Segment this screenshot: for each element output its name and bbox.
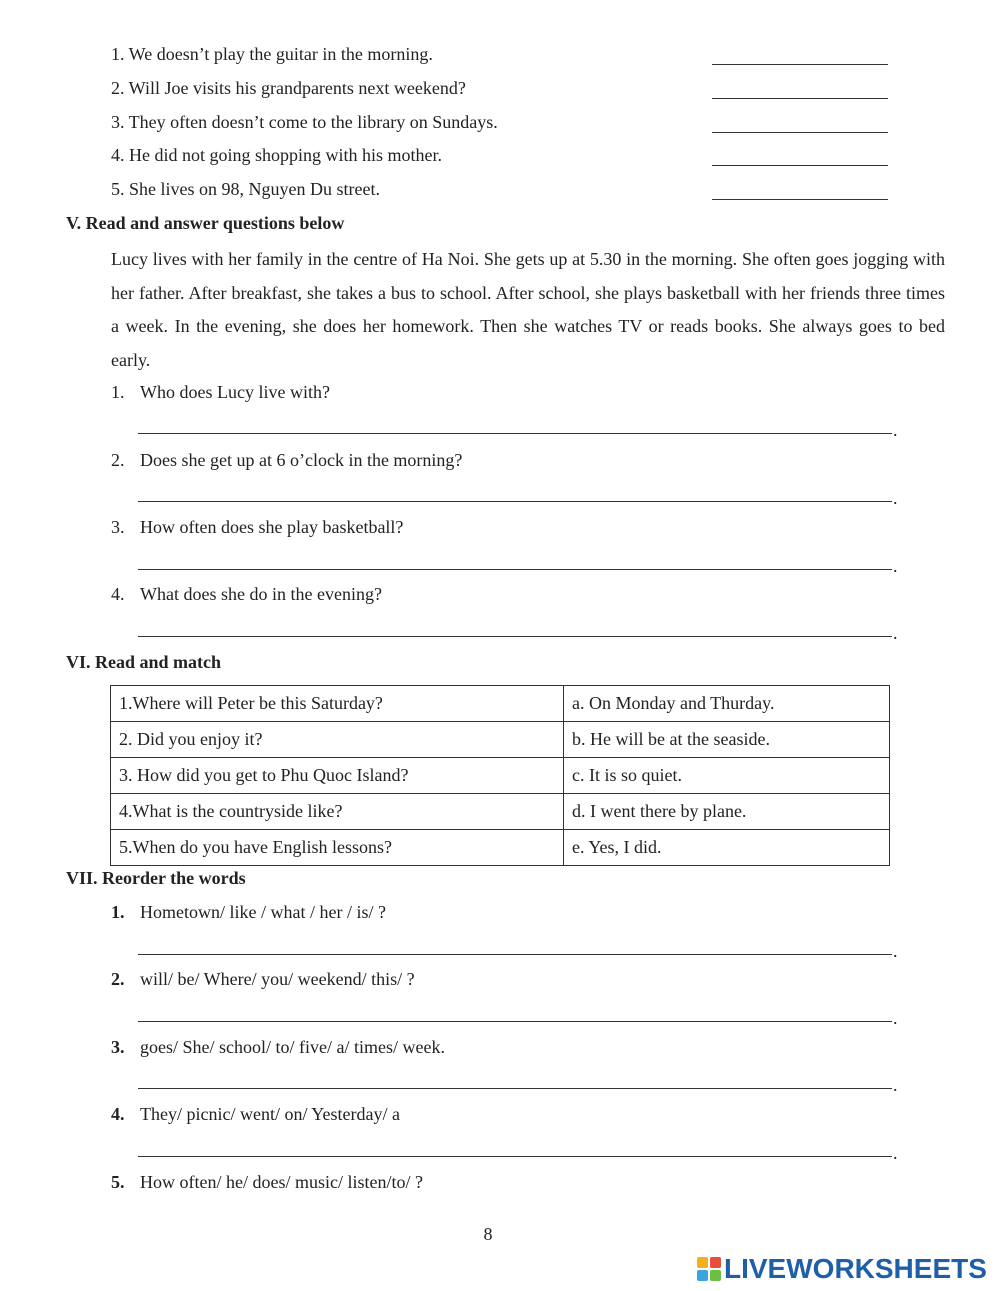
liveworksheets-logo bbox=[697, 1255, 987, 1283]
line-end-dot: . bbox=[893, 1143, 898, 1163]
line-end-dot: . bbox=[893, 941, 898, 961]
matching-table bbox=[110, 685, 890, 866]
match-answer[interactable]: d. I went there by plane. bbox=[564, 794, 890, 830]
reorder-number: 1. bbox=[111, 902, 125, 922]
sentence-item-5: 5. She lives on 98, Nguyen Du street. bbox=[111, 179, 380, 199]
answer-line-reorder-4[interactable] bbox=[138, 1156, 892, 1157]
reading-passage: Lucy lives with her family in the centre of Ha Noi. She gets up at 5.30 in the morning. She often goes jogging with her father. After breakfast, she takes a bus to school. After school, she plays basketball with her friends three times a week. In the evening, she does her homework. Then she watches TV or reads books. She always goes to bed early. bbox=[111, 249, 945, 370]
logo-text: LIVEWORKSHEETS bbox=[724, 1253, 987, 1284]
table-row bbox=[111, 686, 890, 722]
sentence-item-2: 2. Will Joe visits his grandparents next weekend? bbox=[111, 78, 466, 98]
match-question[interactable]: 2. Did you enjoy it? bbox=[111, 722, 564, 758]
question-number: 4. bbox=[111, 584, 125, 604]
match-answer[interactable]: a. On Monday and Thurday. bbox=[564, 686, 890, 722]
reorder-words: will/ be/ Where/ you/ weekend/ this/ ? bbox=[140, 969, 415, 989]
answer-line-q3[interactable] bbox=[138, 569, 892, 570]
line-end-dot: . bbox=[893, 1008, 898, 1028]
answer-line-q4[interactable] bbox=[138, 636, 892, 637]
logo-blocks-icon bbox=[697, 1257, 721, 1281]
question-text: Who does Lucy live with? bbox=[140, 382, 330, 402]
answer-blank-3[interactable] bbox=[712, 132, 888, 133]
line-end-dot: . bbox=[893, 1075, 898, 1095]
sentence-item-4: 4. He did not going shopping with his mother. bbox=[111, 145, 442, 165]
reorder-number: 4. bbox=[111, 1104, 125, 1124]
line-end-dot: . bbox=[893, 623, 898, 643]
section-heading-read-match: VI. Read and match bbox=[66, 652, 222, 672]
reorder-words: How often/ he/ does/ music/ listen/to/ ? bbox=[140, 1172, 423, 1192]
match-answer[interactable]: e. Yes, I did. bbox=[564, 830, 890, 866]
match-answer[interactable]: b. He will be at the seaside. bbox=[564, 722, 890, 758]
question-text: Does she get up at 6 o’clock in the morning? bbox=[140, 450, 463, 470]
answer-blank-4[interactable] bbox=[712, 165, 888, 166]
logo-block bbox=[710, 1257, 721, 1268]
question-number: 2. bbox=[111, 450, 125, 470]
reorder-number: 3. bbox=[111, 1037, 125, 1057]
reorder-number: 2. bbox=[111, 969, 125, 989]
logo-block bbox=[697, 1257, 708, 1268]
match-question[interactable]: 5.When do you have English lessons? bbox=[111, 830, 564, 866]
match-question[interactable]: 1.Where will Peter be this Saturday? bbox=[111, 686, 564, 722]
table-row bbox=[111, 758, 890, 794]
answer-line-q1[interactable] bbox=[138, 433, 892, 434]
match-answer[interactable]: c. It is so quiet. bbox=[564, 758, 890, 794]
logo-block bbox=[710, 1270, 721, 1281]
reorder-words: They/ picnic/ went/ on/ Yesterday/ a bbox=[140, 1104, 400, 1124]
question-number: 3. bbox=[111, 517, 125, 537]
answer-line-reorder-3[interactable] bbox=[138, 1088, 892, 1089]
reorder-number: 5. bbox=[111, 1172, 125, 1192]
line-end-dot: . bbox=[893, 420, 898, 440]
answer-line-reorder-1[interactable] bbox=[138, 954, 892, 955]
section-heading-reorder: VII. Reorder the words bbox=[66, 868, 246, 888]
reorder-words: goes/ She/ school/ to/ five/ a/ times/ week. bbox=[140, 1037, 445, 1057]
line-end-dot: . bbox=[893, 556, 898, 576]
sentence-item-1: 1. We doesn’t play the guitar in the morning. bbox=[111, 44, 433, 64]
answer-blank-2[interactable] bbox=[712, 98, 888, 99]
question-number: 1. bbox=[111, 382, 125, 402]
page-number: 8 bbox=[483, 1224, 493, 1244]
logo-block bbox=[697, 1270, 708, 1281]
table-row bbox=[111, 722, 890, 758]
match-question[interactable]: 3. How did you get to Phu Quoc Island? bbox=[111, 758, 564, 794]
match-question[interactable]: 4.What is the countryside like? bbox=[111, 794, 564, 830]
answer-blank-1[interactable] bbox=[712, 64, 888, 65]
table-row bbox=[111, 830, 890, 866]
reorder-words: Hometown/ like / what / her / is/ ? bbox=[140, 902, 386, 922]
answer-blank-5[interactable] bbox=[712, 199, 888, 200]
question-text: How often does she play basketball? bbox=[140, 517, 404, 537]
question-text: What does she do in the evening? bbox=[140, 584, 382, 604]
sentence-item-3: 3. They often doesn’t come to the library on Sundays. bbox=[111, 112, 498, 132]
answer-line-q2[interactable] bbox=[138, 501, 892, 502]
line-end-dot: . bbox=[893, 488, 898, 508]
section-heading-read-answer: V. Read and answer questions below bbox=[66, 213, 345, 233]
answer-line-reorder-2[interactable] bbox=[138, 1021, 892, 1022]
table-row bbox=[111, 794, 890, 830]
